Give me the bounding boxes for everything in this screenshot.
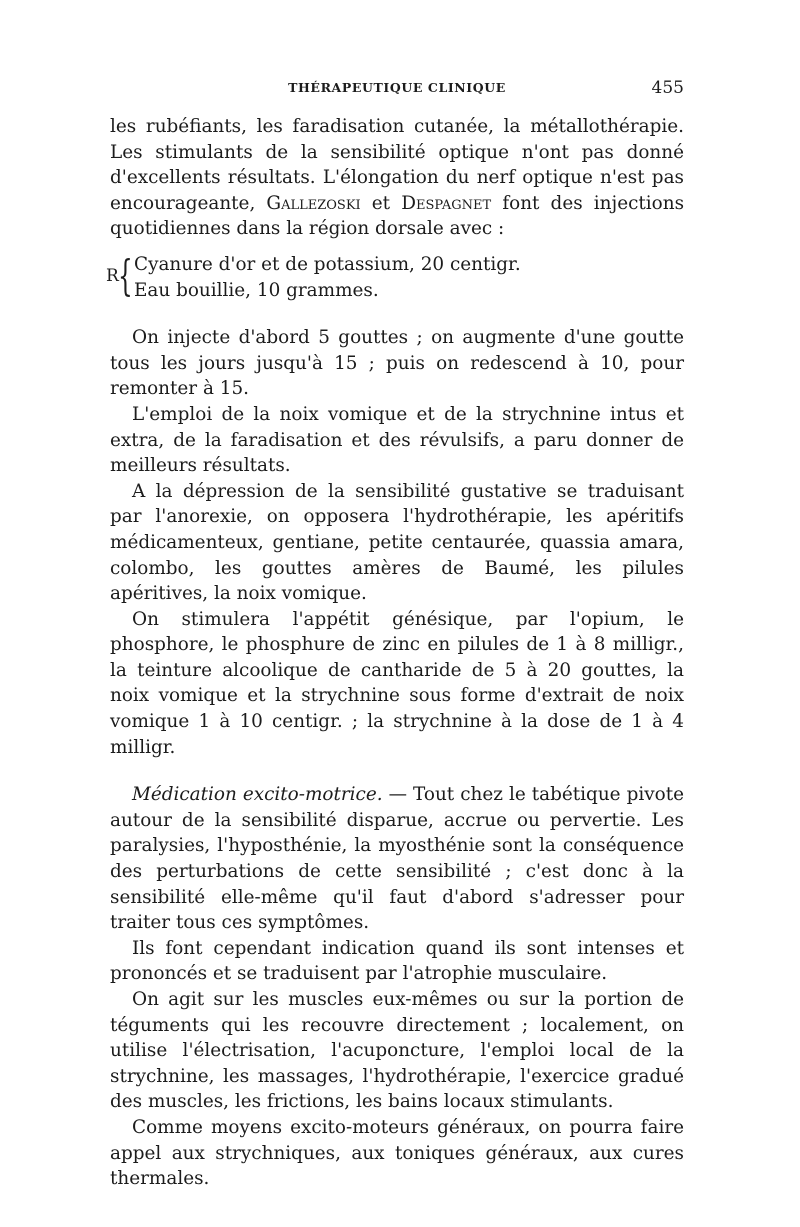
paragraph-4: A la dépression de la sensibilité gustative se traduisant par l'anorexie, on opposera l'hydrothérapie, les apéritifs médicamenteux, gentiane, petite centaurée, quassia amara, colombo, les gouttes amères de Baumé, les pilules apéritives, la noix vomique. [110, 480, 684, 605]
prescription-line-2: Eau bouillie, 10 grammes. [134, 279, 379, 301]
paragraph-1-text-b: font des injections quotidiennes dans la région dorsale avec : [110, 192, 685, 240]
brace-icon: { [118, 250, 133, 300]
page-number: 455 [651, 78, 684, 98]
running-head: THÉRAPEUTIQUE CLINIQUE [288, 80, 506, 95]
paragraph-8: On agit sur les muscles eux-mêmes ou sur la portion de téguments qui les recouvre directement ; localement, on utilise l'électrisation, l'acuponcture, l'emploi local de la strychnine, les massages, l'hydrothérapie, l'exercice gradué des muscles, les frictions, les bains locaux stimulants. [110, 989, 684, 1113]
paragraph-1-text-a: les rubéfiants, les faradisation cutanée, la métallothérapie. Les stimulants de la sensibilité optique n'ont pas donné d'excellents résultats. L'élongation du nerf optique n'est pas encourageante, [110, 116, 684, 214]
paragraph-7: Ils font cependant indication quand ils sont intenses et prononcés et se traduisent par l'atrophie musculaire. [110, 937, 684, 985]
prescription [106, 250, 684, 303]
body-text [106, 114, 685, 1192]
paragraph-1 [110, 114, 684, 242]
paragraph-1-text-mid: et [360, 192, 402, 214]
paragraph-6-text: — Tout chez le tabétique pivote autour de la sensibilité disparue, accrue ou pervertie. Les paralysies, l'hyposthénie, la myosthénie sont la conséquence des perturbations de cette sensibilité ; c'est donc à la sensibilité elle-même qu'il faut d'abord s'adresser pour traiter tous ces symptômes. [110, 784, 684, 934]
section-title: Médication excito-motrice. [132, 784, 383, 806]
paragraph-9: Comme moyens excito-moteurs généraux, on pourra faire appel aux strychniques, aux toniques généraux, aux cures thermales. [110, 1116, 684, 1190]
paragraph-6 [110, 782, 684, 936]
author-name-gallezoski: Gallezoski [266, 192, 361, 214]
paragraph-2: On injecte d'abord 5 gouttes ; on augmente d'une goutte tous les jours jusqu'à 15 ; puis on redescend à 10, pour remonter à 15. [110, 327, 684, 400]
page-header [110, 78, 684, 102]
recipe-symbol: R [106, 265, 119, 286]
author-name-despagnet: Despagnet [401, 192, 492, 214]
section-spacer [110, 760, 684, 782]
paragraph-3: L'emploi de la noix vomique et de la strychnine intus et extra, de la faradisation et des révulsifs, a paru donner de meilleurs résultats. [110, 403, 684, 477]
prescription-line-1: Cyanure d'or et de potassium, 20 centigr. [134, 253, 521, 275]
paragraph-5: On stimulera l'appétit génésique, par l'opium, le phosphore, le phosphure de zinc en pilules de 1 à 8 milligr., la teinture alcoolique de cantharide de 5 à 20 gouttes, la noix vomique et la strychnine sous forme d'extrait de noix vomique 1 à 10 centigr. ; la strychnine à la dose de 1 à 4 milligr. [110, 608, 684, 758]
